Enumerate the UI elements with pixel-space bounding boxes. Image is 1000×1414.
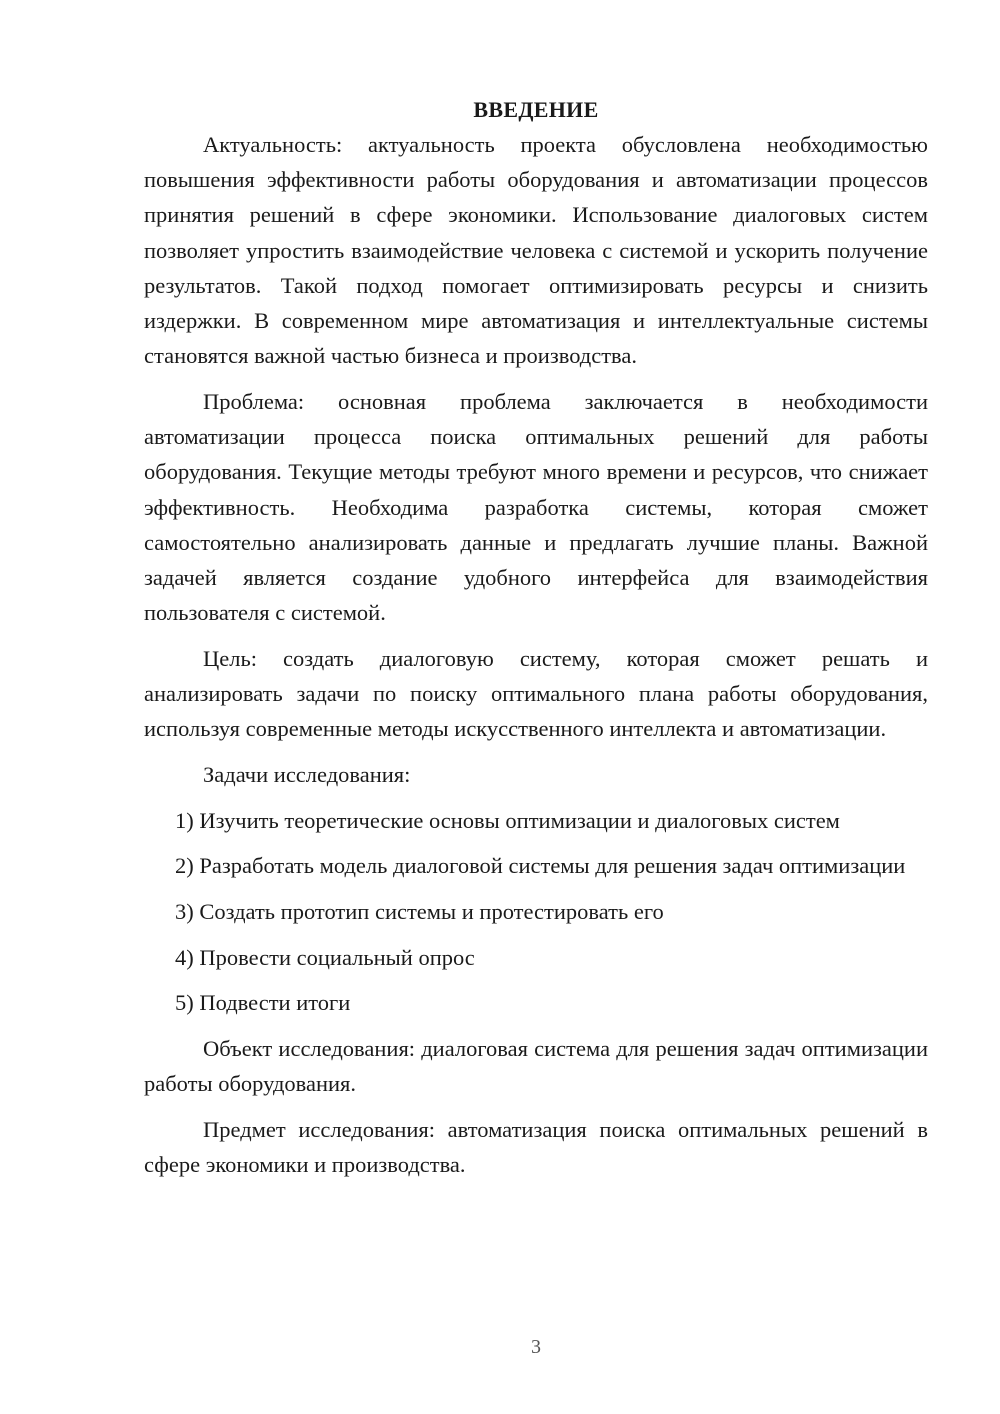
task-item-2: 2) Разработать модель диалоговой системы для решения задач оптимизации bbox=[175, 853, 906, 879]
page-title: ВВЕДЕНИЕ bbox=[473, 97, 599, 122]
tasks-heading: Задачи исследования: bbox=[203, 761, 411, 787]
problem-paragraph: Проблема: основная проблема заключается в необходимости автоматизации процесса поиска оптимальных решений для работы оборудования. Текущие методы требуют много времени и ресурсов, что снижает эффективность. Необходима разработка системы, которая сможет самостоятельно анализировать данные и предлагать лучшие планы. Важной задачей является создание удобного интерфейса для взаимодействия пользователя с системой. bbox=[144, 388, 928, 626]
object-paragraph: Объект исследования: диалоговая система для решения задач оптимизации работы оборудования. bbox=[144, 1036, 928, 1097]
relevance-paragraph: Актуальность: актуальность проекта обусловлена необходимостью повышения эффективности работы оборудования и автоматизации процессов принятия решений в сфере экономики. Использование диалоговых систем позволяет упростить взаимодействие человека с системой и ускорить получение результатов. Такой подход помогает оптимизировать ресурсы и снизить издержки. В современном мире автоматизация и интеллектуальные системы становятся важной частью бизнеса и производства. bbox=[144, 132, 928, 369]
task-item-1: 1) Изучить теоретические основы оптимизации и диалоговых систем bbox=[175, 807, 840, 833]
page-number: 3 bbox=[531, 1336, 541, 1358]
subject-paragraph: Предмет исследования: автоматизация поиска оптимальных решений в сфере экономики и производства. bbox=[144, 1117, 928, 1178]
goal-paragraph: Цель: создать диалоговую систему, которая сможет решать и анализировать задачи по поиску оптимального плана работы оборудования, используя современные методы искусственного интеллекта и автоматизации. bbox=[144, 645, 928, 742]
page-content bbox=[144, 95, 928, 1193]
task-item-4: 4) Провести социальный опрос bbox=[175, 944, 475, 970]
task-item-5: 5) Подвести итоги bbox=[175, 990, 351, 1016]
task-item-3: 3) Создать прототип системы и протестировать его bbox=[175, 899, 664, 925]
